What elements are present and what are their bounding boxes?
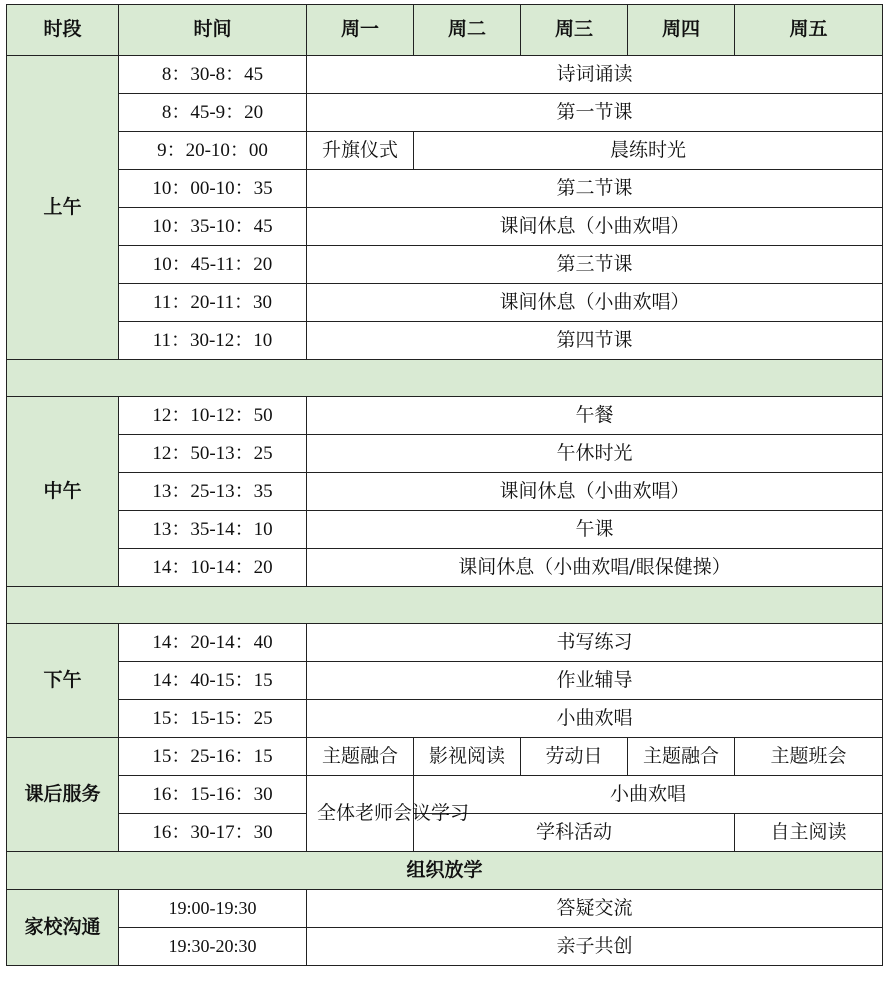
- time-cell: 13：35-14：10: [119, 511, 307, 549]
- table-row: [7, 662, 883, 700]
- table-row: [7, 776, 883, 814]
- period-noon: 中午: [7, 397, 119, 587]
- time-cell: 16：15-16：30: [119, 776, 307, 814]
- activity-cell-monday: 全体老师会议学习: [307, 776, 414, 852]
- time-cell: 10：45-11：20: [119, 246, 307, 284]
- table-row: [7, 397, 883, 435]
- time-cell: 9：20-10：00: [119, 132, 307, 170]
- table-row: [7, 624, 883, 662]
- activity-cell: 书写练习: [307, 624, 883, 662]
- header-thursday: 周四: [628, 5, 735, 56]
- dismissal-cell: 组织放学: [7, 852, 883, 890]
- table-row: [7, 56, 883, 94]
- time-cell: 15：15-15：25: [119, 700, 307, 738]
- header-time: 时间: [119, 5, 307, 56]
- activity-cell: 亲子共创: [307, 928, 883, 966]
- time-cell: 14：40-15：15: [119, 662, 307, 700]
- time-cell: 8：45-9：20: [119, 94, 307, 132]
- activity-cell: 小曲欢唱: [307, 700, 883, 738]
- activity-cell: 学科活动: [414, 814, 735, 852]
- time-cell: 15：25-16：15: [119, 738, 307, 776]
- table-row: [7, 322, 883, 360]
- activity-cell: 小曲欢唱: [414, 776, 883, 814]
- activity-cell-thursday: 主题融合: [628, 738, 735, 776]
- activity-cell: 晨练时光: [414, 132, 883, 170]
- header-row: [7, 5, 883, 56]
- time-cell: 14：20-14：40: [119, 624, 307, 662]
- activity-cell: 答疑交流: [307, 890, 883, 928]
- period-afternoon: 下午: [7, 624, 119, 738]
- period-homeschool: 家校沟通: [7, 890, 119, 966]
- header-wednesday: 周三: [521, 5, 628, 56]
- table-row: [7, 928, 883, 966]
- header-monday: 周一: [307, 5, 414, 56]
- separator-cell: [7, 360, 883, 397]
- activity-cell: 午休时光: [307, 435, 883, 473]
- activity-cell-monday: 主题融合: [307, 738, 414, 776]
- time-cell: 10：00-10：35: [119, 170, 307, 208]
- time-cell: 19:30-20:30: [119, 928, 307, 966]
- table-row: [7, 94, 883, 132]
- table-row: [7, 208, 883, 246]
- time-cell: 13：25-13：35: [119, 473, 307, 511]
- table-row: [7, 890, 883, 928]
- table-row: [7, 170, 883, 208]
- time-cell: 8：30-8：45: [119, 56, 307, 94]
- activity-cell-wednesday: 劳动日: [521, 738, 628, 776]
- table-row: [7, 473, 883, 511]
- header-tuesday: 周二: [414, 5, 521, 56]
- time-cell: 16：30-17：30: [119, 814, 307, 852]
- separator-cell: [7, 587, 883, 624]
- time-cell: 14：10-14：20: [119, 549, 307, 587]
- time-cell: 11：20-11：30: [119, 284, 307, 322]
- table-row: [7, 132, 883, 170]
- activity-cell-friday: 自主阅读: [735, 814, 883, 852]
- dismissal-row: [7, 852, 883, 890]
- activity-cell: 午课: [307, 511, 883, 549]
- time-cell: 12：10-12：50: [119, 397, 307, 435]
- activity-cell: 课间休息（小曲欢唱）: [307, 208, 883, 246]
- activity-cell-friday: 主题班会: [735, 738, 883, 776]
- header-friday: 周五: [735, 5, 883, 56]
- schedule-table: [6, 4, 883, 966]
- table-row: [7, 700, 883, 738]
- table-row: [7, 435, 883, 473]
- period-morning: 上午: [7, 56, 119, 360]
- activity-cell: 课间休息（小曲欢唱）: [307, 284, 883, 322]
- activity-cell: 诗词诵读: [307, 56, 883, 94]
- activity-cell: 第三节课: [307, 246, 883, 284]
- activity-cell-monday: 升旗仪式: [307, 132, 414, 170]
- time-cell: 10：35-10：45: [119, 208, 307, 246]
- time-cell: 12：50-13：25: [119, 435, 307, 473]
- separator-row: [7, 360, 883, 397]
- activity-cell: 作业辅导: [307, 662, 883, 700]
- activity-cell: 课间休息（小曲欢唱）: [307, 473, 883, 511]
- activity-cell: 第二节课: [307, 170, 883, 208]
- table-row: [7, 549, 883, 587]
- time-cell: 19:00-19:30: [119, 890, 307, 928]
- table-row: [7, 738, 883, 776]
- activity-cell: 第四节课: [307, 322, 883, 360]
- table-row: [7, 284, 883, 322]
- time-cell: 11：30-12：10: [119, 322, 307, 360]
- activity-cell: 午餐: [307, 397, 883, 435]
- table-row: [7, 511, 883, 549]
- activity-cell: 课间休息（小曲欢唱/眼保健操）: [307, 549, 883, 587]
- table-row: [7, 246, 883, 284]
- activity-cell: 第一节课: [307, 94, 883, 132]
- period-afterschool: 课后服务: [7, 738, 119, 852]
- separator-row: [7, 587, 883, 624]
- header-period: 时段: [7, 5, 119, 56]
- activity-cell-tuesday: 影视阅读: [414, 738, 521, 776]
